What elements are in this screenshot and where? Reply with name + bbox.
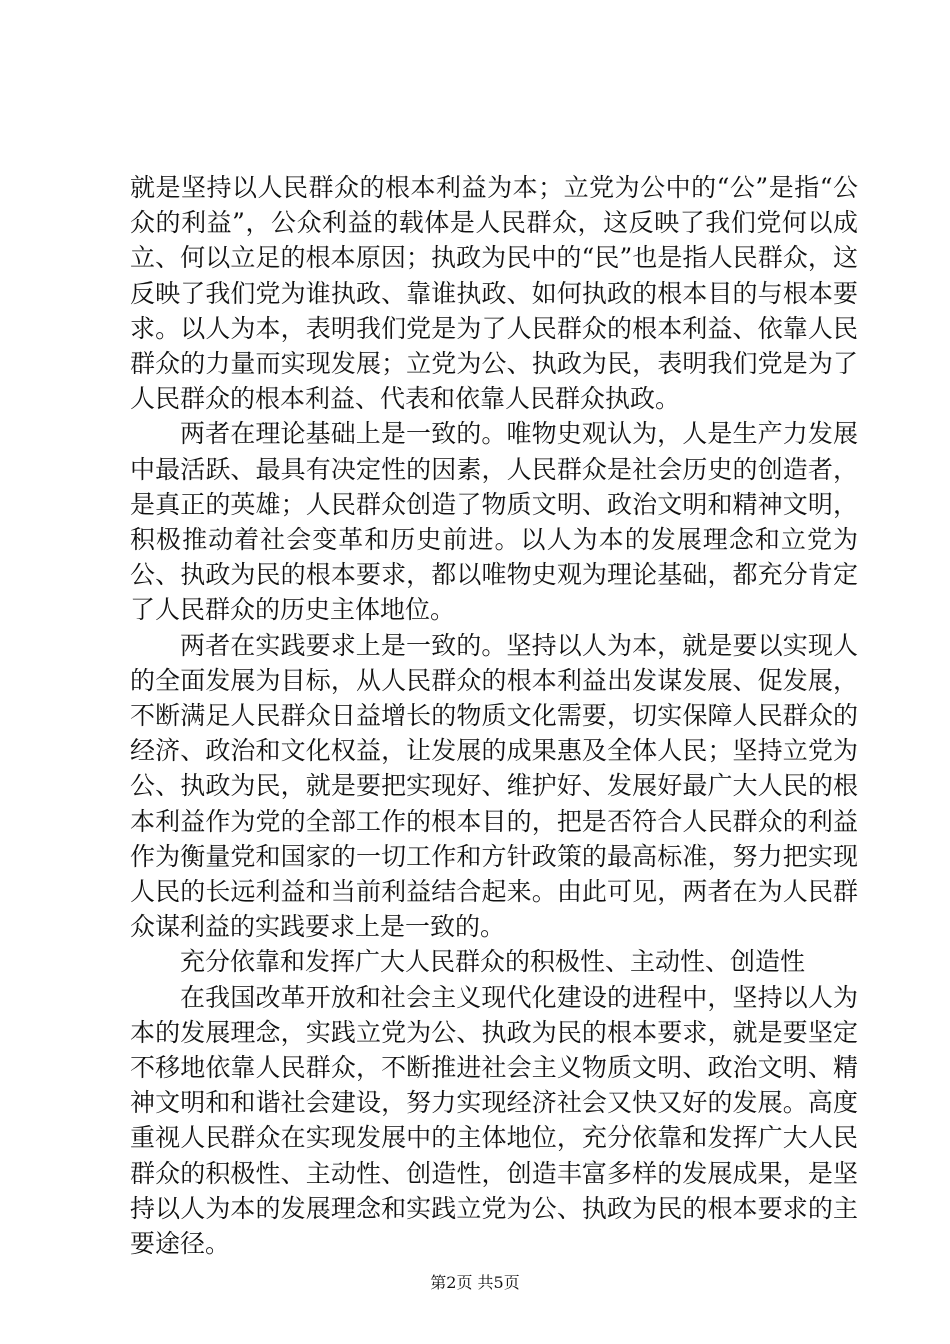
- section-heading: 充分依靠和发挥广大人民群众的积极性、主动性、创造性: [180, 947, 806, 977]
- body-text: [130, 170, 858, 1261]
- paragraph-practice-requirement: 两者在实践要求上是一致的。坚持以人为本，就是要以实现人的全面发展为目标，从人民群众的根本利益出发谋发展、促发展，不断满足人民群众日益增长的物质文化需要，切实保障人民群众的经济、政治和文化权益，让发展的成果惠及全体人民；坚持立党为公、执政为民，就是要把实现好、维护好、发展好最广大人民的根本利益作为党的全部工作的根本目的，把是否符合人民群众的利益作为衡量党和国家的一切工作和方针政策的最高标准，努力把实现人民的长远利益和当前利益结合起来。由此可见，两者在为人民群众谋利益的实践要求上是一致的。: [130, 630, 858, 942]
- paragraph-continued: 就是坚持以人民群众的根本利益为本；立党为公中的“公”是指“公众的利益”，公众利益的载体是人民群众，这反映了我们党何以成立、何以立足的根本原因；执政为民中的“民”也是指人民群众，这反映了我们党为谁执政、靠谁执政、如何执政的根本目的与根本要求。以人为本，表明我们党是为了人民群众的根本利益、依靠人民群众的力量而实现发展；立党为公、执政为民，表明我们党是为了人民群众的根本利益、代表和依靠人民群众执政。: [130, 173, 858, 414]
- paragraph-reform-opening: 在我国改革开放和社会主义现代化建设的进程中，坚持以人为本的发展理念，实践立党为公、执政为民的根本要求，就是要坚定不移地依靠人民群众，不断推进社会主义物质文明、政治文明、精神文明和和谐社会建设，努力实现经济社会又快又好的发展。高度重视人民群众在实现发展中的主体地位，充分依靠和发挥广大人民群众的积极性、主动性、创造性，创造丰富多样的发展成果，是坚持以人为本的发展理念和实践立党为公、执政为民的根本要求的主要途径。: [130, 982, 858, 1259]
- paragraph-theory-basis: 两者在理论基础上是一致的。唯物史观认为，人是生产力发展中最活跃、最具有决定性的因素，人民群众是社会历史的创造者，是真正的英雄；人民群众创造了物质文明、政治文明和精神文明，积极推动着社会变革和历史前进。以人为本的发展理念和立党为公、执政为民的根本要求，都以唯物史观为理论基础，都充分肯定了人民群众的历史主体地位。: [130, 419, 858, 625]
- page-footer: 第2页 共5页: [430, 1273, 520, 1292]
